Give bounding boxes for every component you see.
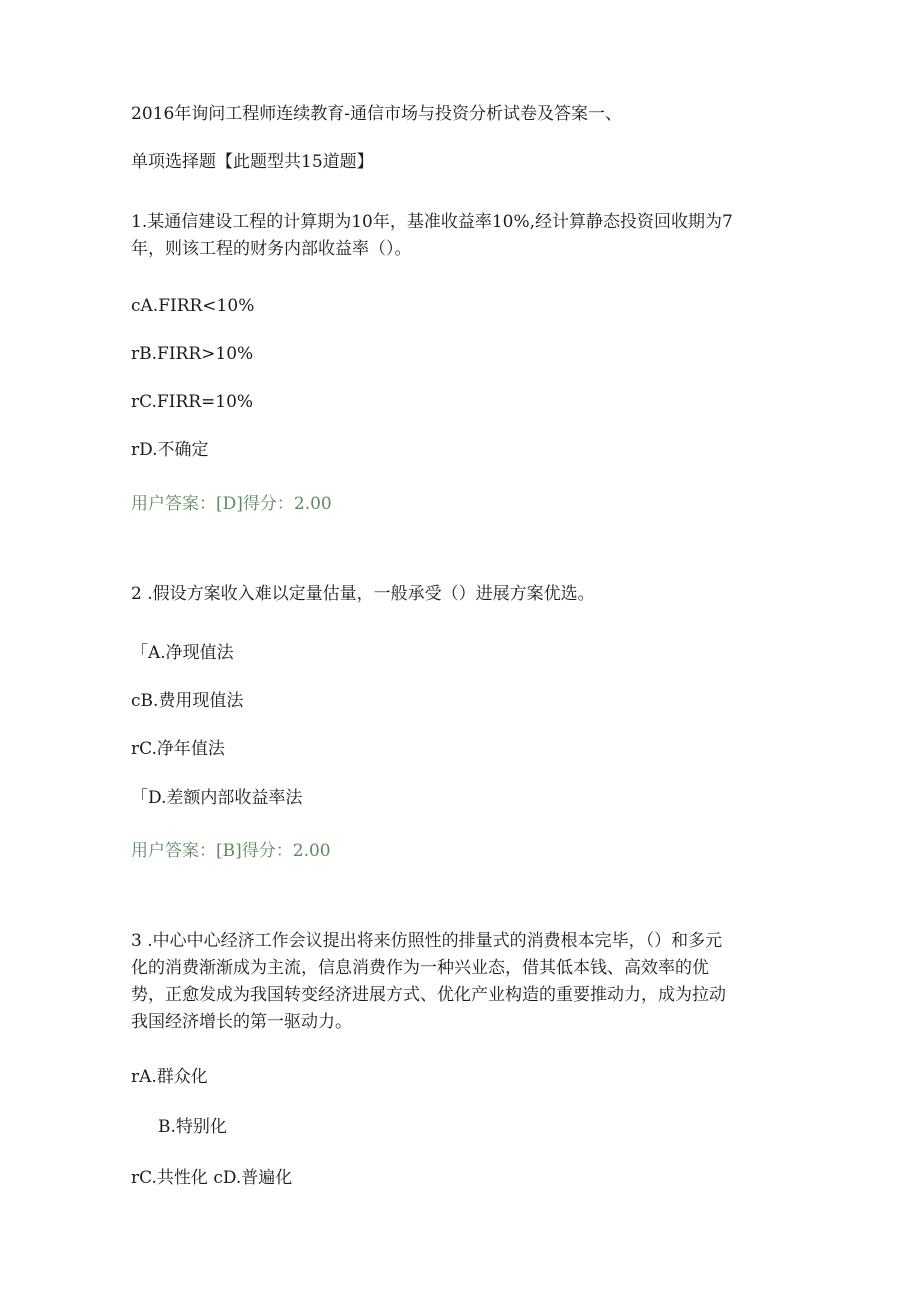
question-2-option-b[interactable]: cB.费用现值法 xyxy=(131,691,244,711)
question-1-stem-line-1: 1.某通信建设工程的计算期为10年，基准收益率10%,经计算静态投资回收期为7 xyxy=(131,212,733,232)
question-3-stem-line-2: 化的消费渐渐成为主流，信息消费作为一种兴业态，借其低本钱、高效率的优 xyxy=(131,958,709,978)
document-title: 2016年询问工程师连续教育-通信市场与投资分析试卷及答案一、 xyxy=(131,104,623,124)
section-heading: 单项选择题【此题型共15道题】 xyxy=(131,152,374,172)
question-2-option-c[interactable]: rC.净年值法 xyxy=(131,739,225,759)
question-3-option-c-d[interactable]: rC.共性化 cD.普遍化 xyxy=(131,1168,293,1188)
question-1-option-b[interactable]: rB.FIRR>10% xyxy=(131,344,254,364)
question-3-stem-line-1: 3 .中心中心经济工作会议提出将来仿照性的排量式的消费根本完毕，（）和多元 xyxy=(131,931,723,951)
question-3-option-b[interactable]: B.特别化 xyxy=(158,1117,227,1137)
question-3-option-a[interactable]: rA.群众化 xyxy=(131,1067,208,1087)
question-1-option-c[interactable]: rC.FIRR=10% xyxy=(131,392,254,412)
question-3-stem-line-3: 势，正愈发成为我国转变经济进展方式、优化产业构造的重要推动力，成为拉动 xyxy=(131,985,726,1005)
question-2-user-answer: 用户答案：[B]得分：2.00 xyxy=(131,841,331,861)
question-1-user-answer: 用户答案：[D]得分：2.00 xyxy=(131,494,332,514)
question-1-stem-line-2: 年，则该工程的财务内部收益率（）。 xyxy=(131,239,412,259)
question-2-option-d[interactable]: 「D.差额内部收益率法 xyxy=(131,788,303,808)
question-2-option-a[interactable]: 「A.净现值法 xyxy=(131,643,234,663)
question-1-option-d[interactable]: rD.不确定 xyxy=(131,440,209,460)
question-3-stem-line-4: 我国经济增长的第一驱动力。 xyxy=(131,1012,352,1032)
question-2-stem-line-1: 2 .假设方案收入难以定量估量，一般承受（）进展方案优选。 xyxy=(131,584,595,604)
question-1-option-a[interactable]: cA.FIRR<10% xyxy=(131,296,255,316)
